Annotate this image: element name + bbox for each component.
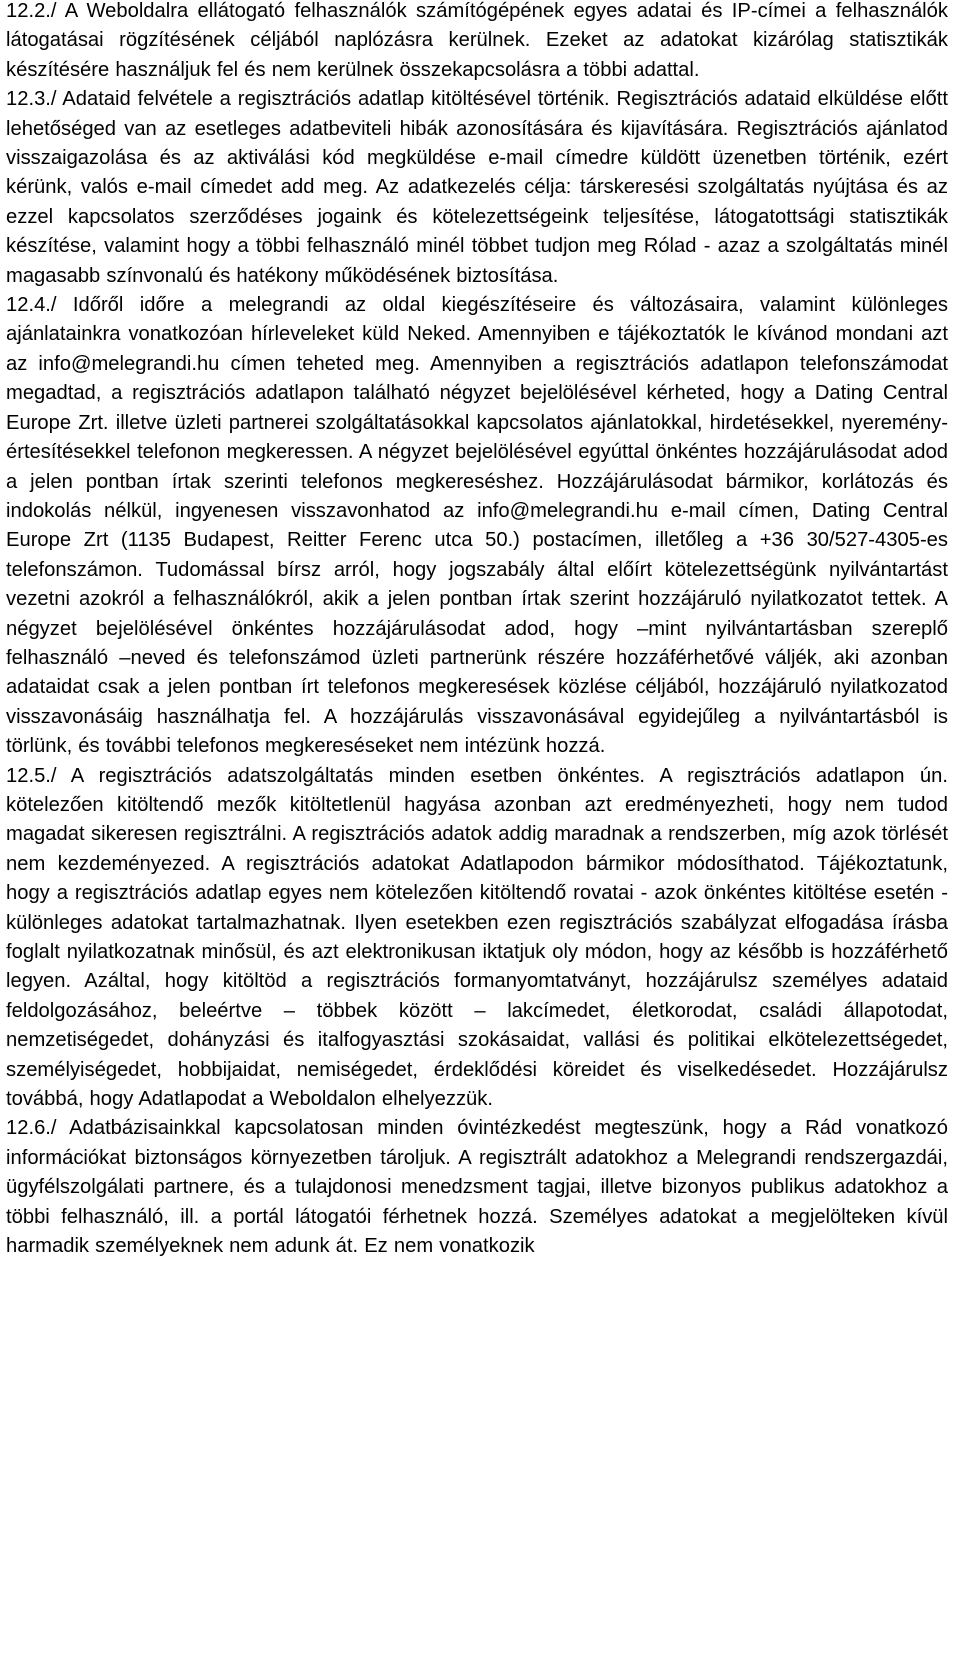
paragraph-12-4: 12.4./ Időről időre a melegrandi az oldal kiegészítéseire és változásaira, valamint különleges ajánlatainkra vonatkozóan hírleveleket küld Neked. Amennyiben e tájékoztatók le kívánod mondani azt az info@melegrandi.hu címen teheted meg. Amennyiben a regisztrációs adatlapon telefonszámodat megadtad, a regisztrációs adatlapon található négyzet bejelölésével kérheted, hogy a Dating Central Europe Zrt. illetve üzleti partnerei szolgáltatásokkal kapcsolatos ajánlatokkal, hirdetésekkel, nyeremény-értesítésekkel telefonon megkeressen. A négyzet bejelölésével egyúttal önkéntes hozzájárulásodat adod a jelen pontban írtak szerinti telefonos megkereséshez. Hozzájárulásodat bármikor, korlátozás és indokolás nélkül, ingyenesen visszavonhatod az info@melegrandi.hu e-mail címen, Dating Central Europe Zrt (1135 Budapest, Reitter Ferenc utca 50.) postacímen, illetőleg a +36 30/527-4305-es telefonszámon. Tudomással bírsz arról, hogy jogszabály által előírt kötelezettségünk nyilvántartást vezetni azokról a felhasználókról, akik a jelen pontban írtak szerint hozzájáruló nyilatkozatot tettek. A négyzet bejelölésével önkéntes hozzájárulásodat adod, hogy –mint nyilvántartásban szereplő felhasználó –neved és telefonszámod üzleti partnerünk részére hozzáférhetővé váljék, aki azonban adataidat csak a jelen pontban írt telefonos megkeresések közlése céljából, hozzájáruló nyilatkozatod visszavonásáig használhatja fel. A hozzájárulás visszavonásával egyidejűleg a nyilvántartásból is törlünk, és további telefonos megkereséseket nem intézünk hozzá. (6, 294, 948, 758)
paragraph-12-5: 12.5./ A regisztrációs adatszolgáltatás minden esetben önkéntes. A regisztrációs adatlapon ún. kötelezően kitöltendő mezők kitöltetlenül hagyása azonban azt eredményezheti, hogy nem tudod magadat sikeresen regisztrálni. A regisztrációs adatok addig maradnak a rendszerben, míg azok törlését nem kezdeményezed. A regisztrációs adatokat Adatlapodon bármikor módosíthatod. Tájékoztatunk, hogy a regisztrációs adatlap egyes nem kötelezően kitöltendő rovatai - azok önkéntes kitöltése esetén - különleges adatokat tartalmazhatnak. Ilyen esetekben ezen regisztrációs szabályzat elfogadása írásba foglalt nyilatkozatnak minősül, és azt elektronikusan iktatjuk oly módon, hogy az később is hozzáférhető legyen. Azáltal, hogy kitöltöd a regisztrációs formanyomtatványt, hozzájárulsz személyes adataid feldolgozásához, beleértve – többek között – lakcímedet, életkorodat, családi állapotodat, nemzetiségedet, dohányzási és italfogyasztási szokásaidat, vallási és politikai elkötelezettségedet, személyiségedet, hobbijaidat, nemiségedet, érdeklődési köreidet és viselkedésedet. Hozzájárulsz továbbá, hogy Adatlapodat a Weboldalon elhelyezzük. (6, 764, 948, 1111)
paragraph-12-2: 12.2./ A Weboldalra ellátogató felhasználók számítógépének egyes adatai és IP-címei a felhasználók látogatásai rögzítésének céljából naplózásra kerülnek. Ezeket az adatokat kizárólag statisztikák készítésére használjuk fel és nem kerülnek összekapcsolásra a többi adattal. (6, 0, 948, 81)
paragraph-12-3: 12.3./ Adataid felvétele a regisztrációs adatlap kitöltésével történik. Regisztrációs adataid elküldése előtt lehetőséged van az esetleges adatbeviteli hibák azonosítására és kijavítására. Regisztrációs ajánlatod visszaigazolása és az aktiválási kód megküldése e-mail címedre küldött üzenetben történik, ezért kérünk, valós e-mail címedet add meg. Az adatkezelés célja: társkeresési szolgáltatás nyújtása és az ezzel kapcsolatos szerződéses jogaink és kötelezettségeink teljesítése, látogatottsági statisztikák készítése, valamint hogy a többi felhasználó minél többet tudjon meg Rólad - azaz a szolgáltatás minél magasabb színvonalú és hatékony működésének biztosítása. (6, 88, 948, 287)
paragraph-12-6: 12.6./ Adatbázisainkkal kapcsolatosan minden óvintézkedést megteszünk, hogy a Rád vonatkozó információkat biztonságos környezetben tároljuk. A regisztrált adatokhoz a Melegrandi rendszergazdái, ügyfélszolgálati partnere, és a tulajdonosi menedzsment tagjai, illetve bizonyos publikus adatokhoz a többi felhasználó, ill. a portál látogatói férhetnek hozzá. Személyes adatokat a megjelölteken kívül harmadik személyeknek nem adunk át. Ez nem vonatkozik (6, 1117, 948, 1258)
